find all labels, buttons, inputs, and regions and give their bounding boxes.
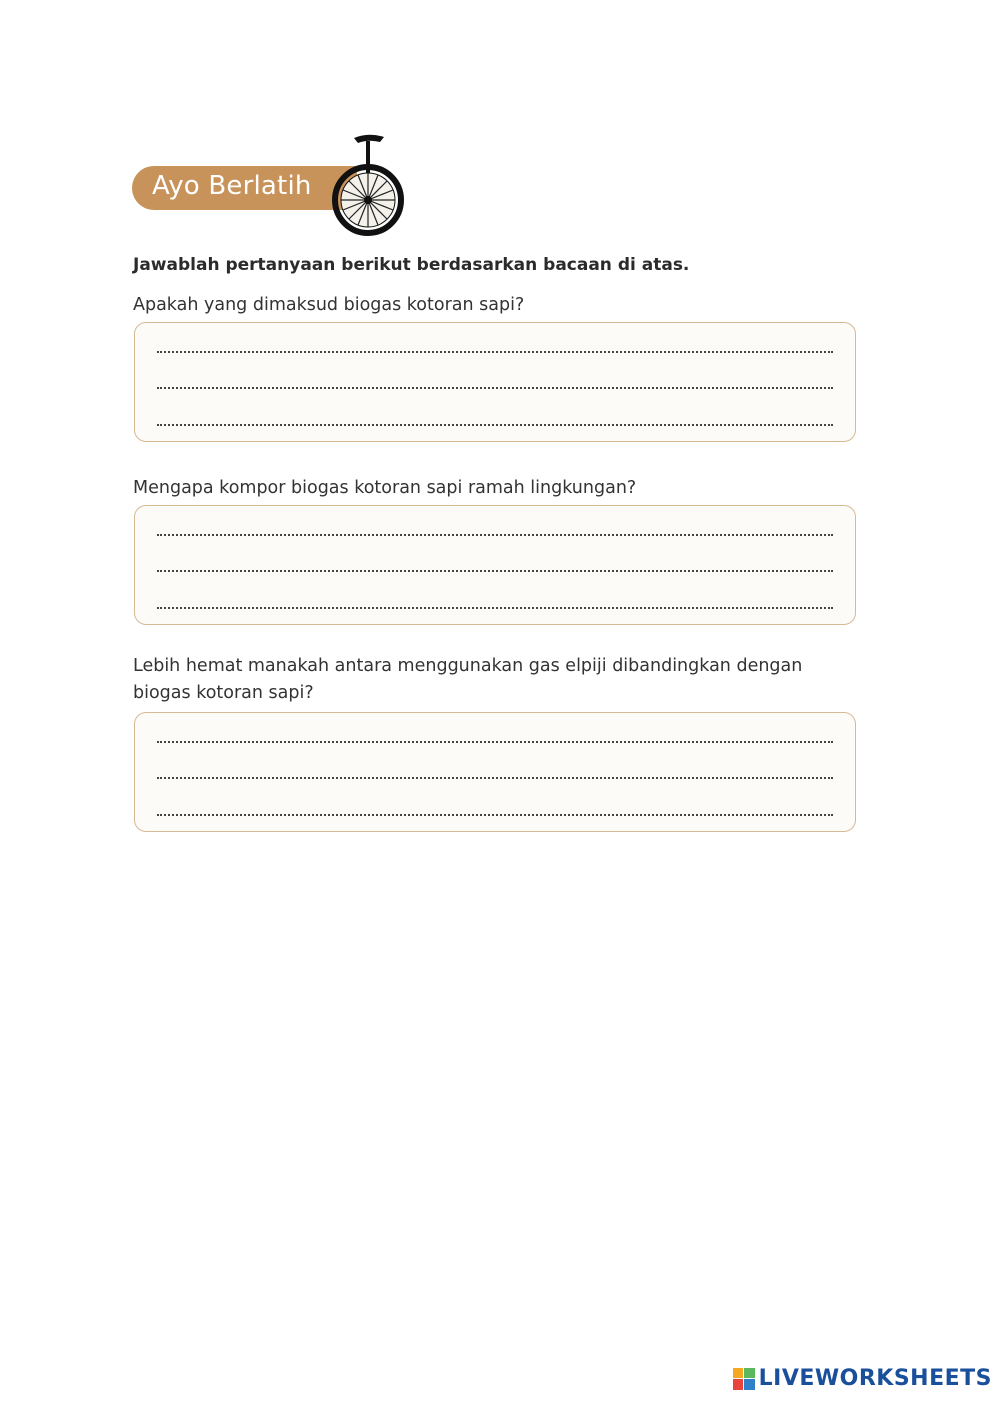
answer-line bbox=[157, 741, 833, 743]
answer-line bbox=[157, 777, 833, 779]
question-3: Lebih hemat manakah antara menggunakan gas elpiji dibandingkan dengan biogas kotoran sapi? bbox=[133, 656, 803, 703]
watermark-text: LIVEWORKSHEETS bbox=[758, 1366, 992, 1391]
answer-line bbox=[157, 607, 833, 609]
answer-box-2[interactable] bbox=[134, 505, 856, 625]
answer-box-1[interactable] bbox=[134, 322, 856, 442]
banner-title: Ayo Berlatih bbox=[152, 171, 312, 201]
liveworksheets-logo-icon bbox=[733, 1368, 755, 1390]
unicycle-icon bbox=[318, 128, 414, 238]
liveworksheets-watermark bbox=[733, 1366, 992, 1391]
answer-line bbox=[157, 424, 833, 426]
question-2: Mengapa kompor biogas kotoran sapi ramah lingkungan? bbox=[133, 478, 637, 498]
answer-box-3[interactable] bbox=[134, 712, 856, 832]
answer-line bbox=[157, 570, 833, 572]
answer-line bbox=[157, 534, 833, 536]
answer-line bbox=[157, 387, 833, 389]
answer-line bbox=[157, 351, 833, 353]
instruction-text: Jawablah pertanyaan berikut berdasarkan bacaan di atas. bbox=[133, 255, 690, 275]
answer-line bbox=[157, 814, 833, 816]
question-1: Apakah yang dimaksud biogas kotoran sapi? bbox=[133, 295, 525, 315]
